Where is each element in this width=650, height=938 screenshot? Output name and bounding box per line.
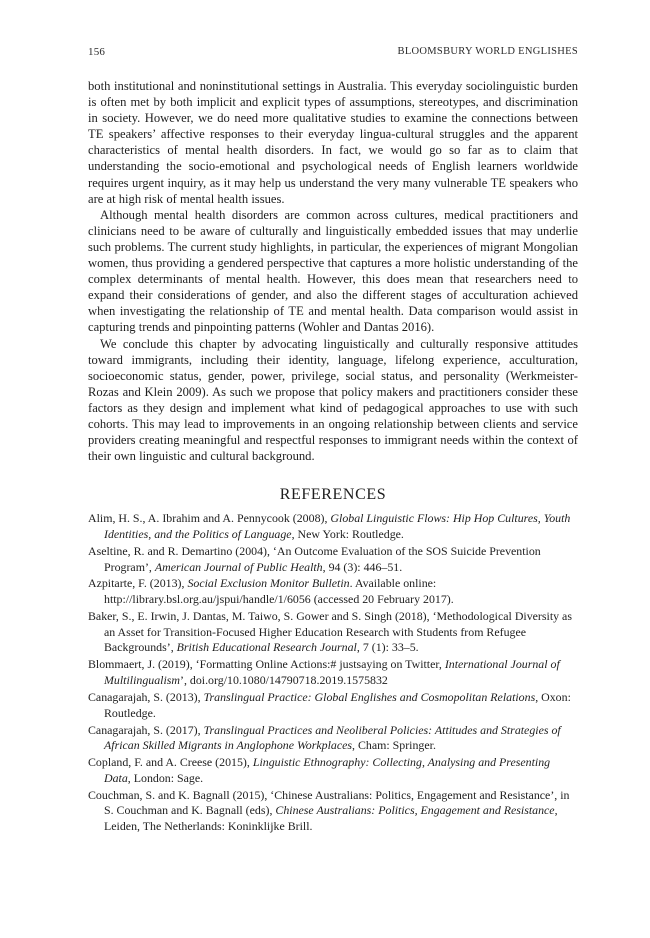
- reference-entry: Aseltine, R. and R. Demartino (2004), ‘An Outcome Evaluation of the SOS Suicide Prevention Program’, American Journal of Public Health, 94 (3): 446–51.: [88, 543, 541, 574]
- book-page: [88, 44, 578, 836]
- references-heading: REFERENCES: [279, 486, 387, 504]
- reference-list: [88, 511, 578, 835]
- running-title: BLOOMSBURY WORLD ENGLISHES: [397, 46, 578, 57]
- reference-entry: Azpitarte, F. (2013), Social Exclusion Monitor Bulletin. Available online: http://library.bsl.org.au/jspui/handle/1/6056 (accessed 20 February 2017).: [88, 576, 454, 607]
- reference-entry: Baker, S., E. Irwin, J. Dantas, M. Taiwo, S. Gower and S. Singh (2018), ‘Methodological Diversity as an Asset for Transition-Focused Higher Education Research with Students from Refugee Backgrounds’, British Educational Research Journal, 7 (1): 33–5.: [88, 609, 572, 655]
- reference-entry: Blommaert, J. (2019), ‘Formatting Online Actions:# justsaying on Twitter, International Journal of Multilingualism’, doi.org/10.1080/14790718.2019.1575832: [88, 657, 560, 688]
- paragraph: both institutional and noninstitutional settings in Australia. This everyday sociolinguistic burden is often met by both implicit and explicit types of assumptions, stereotypes, and discrimination in society. However, we do need more qualitative studies to examine the connections between TE speakers’ affective responses to their everyday lingua-cultural struggles and the apparent characteristics of mental health disorders. In fact, we would go so far as to claim that understanding the socio-emotional and psychological needs of English learners worldwide requires urgent inquiry, as it may help us understand the very many vulnerable TE speakers who are at high risk of mental health issues.: [88, 79, 578, 206]
- paragraph: We conclude this chapter by advocating linguistically and culturally responsive attitudes toward immigrants, including their identity, language, lifelong experience, acculturation, socioeconomic status, gender, power, privilege, social status, and personality (Werkmeister-Rozas and Klein 2009). As such we propose that policy makers and practitioners consider these factors as they design and implement what kind of pedagogical approaches to use with such cohorts. This may lead to improvements in an ongoing relationship between clients and service providers creating meaningful and respectful responses to immigrant needs within the context of their own linguistic and cultural background.: [88, 336, 578, 464]
- reference-entry: Canagarajah, S. (2017), Translingual Practices and Neoliberal Policies: Attitudes and Strategies of African Skilled Migrants in Anglophone Workplaces, Cham: Springer.: [88, 722, 561, 753]
- reference-entry: Canagarajah, S. (2013), Translingual Practice: Global Englishes and Cosmopolitan Relations, Oxon: Routledge.: [88, 689, 571, 720]
- page-number: 156: [88, 46, 106, 58]
- paragraph: Although mental health disorders are common across cultures, medical practitioners and clinicians need to be aware of culturally and linguistically embedded issues that may underlie such problems. The current study highlights, in particular, the experiences of migrant Mongolian women, thus providing a gendered perspective that captures a more holistic understanding of the complex determinants of mental health. However, this does mean that researchers need to expand their considerations of gender, and also the different stages of acculturation achieved when investigating the relationship of TE and mental health. Data comparison would assist in capturing trends and pinpointing patterns (Wohler and Dantas 2016).: [88, 207, 578, 335]
- body-text: [88, 78, 578, 464]
- reference-entry: Copland, F. and A. Creese (2015), Linguistic Ethnography: Collecting, Analysing and Presenting Data, London: Sage.: [88, 755, 551, 785]
- reference-entry: Couchman, S. and K. Bagnall (2015), ‘Chinese Australians: Politics, Engagement and Resistance’, in S. Couchman and K. Bagnall (eds), Chinese Australians: Politics, Engagement and Resistance, Leiden, The Netherlands: Koninklijke Brill.: [88, 787, 570, 834]
- reference-entry: Alim, H. S., A. Ibrahim and A. Pennycook (2008), Global Linguistic Flows: Hip Hop Cultures, Youth Identities, and the Politics of Language, New York: Routledge.: [88, 511, 571, 541]
- running-head: [88, 44, 578, 60]
